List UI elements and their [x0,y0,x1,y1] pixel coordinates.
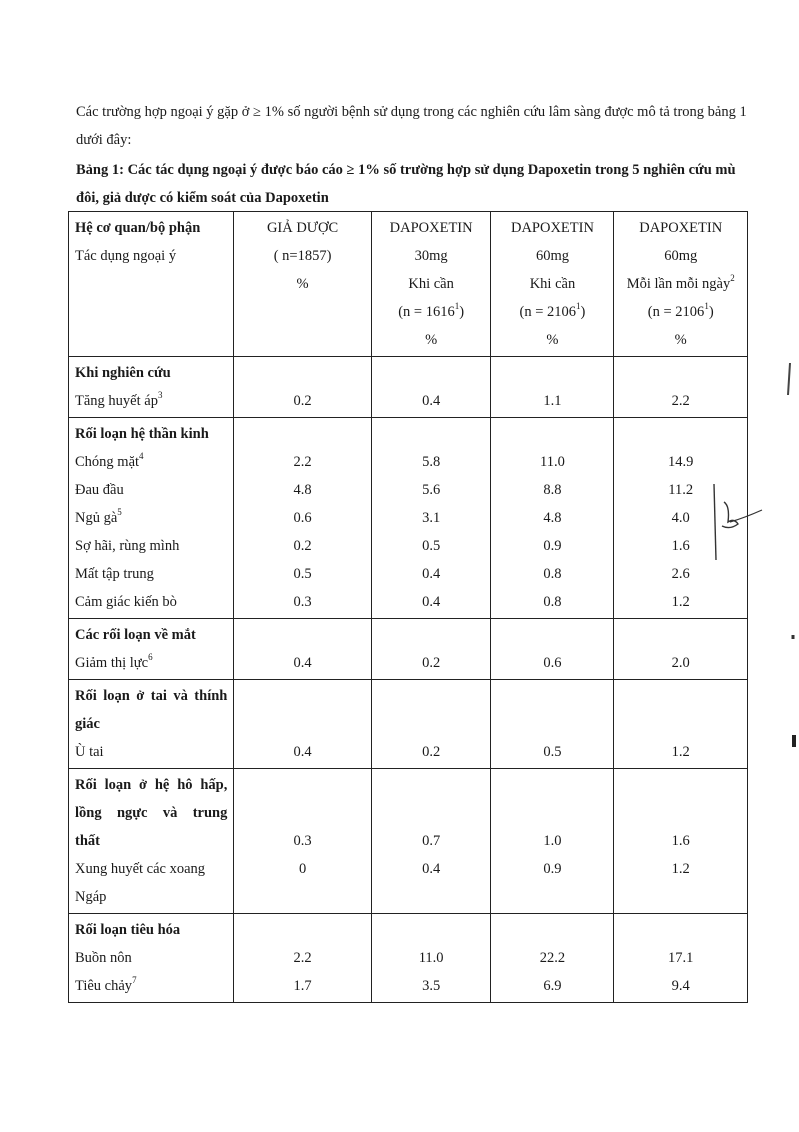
dd-values [614,769,748,914]
footnote-mark: 4 [139,451,144,462]
value-cell: 1.1 [543,393,562,409]
effect-text: Ngủ gà [75,510,118,526]
value-cell: 0.4 [293,744,312,760]
placebo-values [234,914,371,1003]
d60-values [491,418,614,619]
value-cell: 0.4 [422,594,441,610]
effect-label [75,504,227,532]
value-cell: 0.4 [422,861,441,877]
placebo-unit: % [296,276,309,292]
d60-values [491,619,614,680]
footnote-mark: 7 [132,975,137,986]
dd-name: DAPOXETIN [639,220,723,236]
value-cell: 0.3 [293,594,312,610]
dd-values [614,914,748,1003]
table-header-row [69,212,748,357]
value-cell: 0.6 [543,655,562,671]
effect-label: Sợ hãi, rùng mình [75,538,180,554]
d60-n-close: ) [580,304,586,320]
value-cell: 0.7 [422,833,441,849]
effect-label: Cảm giác kiến bò [75,594,177,610]
value-cell: 3.1 [422,510,441,526]
value-cell: 8.8 [543,482,562,498]
adverse-effects-table [68,211,748,1003]
value-cell: 1.2 [671,744,690,760]
dd-values [614,357,748,418]
scan-edge-marks-icon [784,355,799,755]
header-dapoxetine-30mg [371,212,491,357]
effect-text: Tiêu chảy [75,978,133,994]
d30-values [371,914,491,1003]
value-cell: 1.0 [543,833,562,849]
effect-text: Tăng huyết áp [75,393,158,409]
group-title: Các rối loạn về mắt [75,627,196,643]
effect-label: Ngáp [75,889,107,905]
table-row [69,418,748,619]
handwritten-mark-icon [700,478,770,568]
value-cell: 0.6 [293,510,312,526]
d30-unit: % [425,332,438,348]
value-cell: 1.6 [671,833,690,849]
d60-values [491,357,614,418]
value-cell: 0.8 [543,594,562,610]
d30-values [371,418,491,619]
value-cell: 22.2 [539,950,566,966]
dd-n [620,298,741,326]
value-cell: 0.9 [543,538,562,554]
effect-label: Buồn nôn [75,950,132,966]
group-cell [69,769,234,914]
header-organ-label: Hệ cơ quan/bộ phận [75,220,201,236]
footnote-mark: 3 [157,390,163,401]
d30-dose: 30mg [414,248,448,264]
value-cell: 0.8 [543,566,562,582]
d60-values [491,769,614,914]
placebo-values [234,619,371,680]
value-cell: 4.0 [671,510,690,526]
value-cell: 0.4 [422,393,441,409]
table-row [69,619,748,680]
value-cell: 4.8 [543,510,562,526]
d60-values [491,680,614,769]
placebo-title: GIẢ DƯỢC [266,220,339,236]
value-cell: 14.9 [668,454,694,470]
table-caption: Bảng 1: Các tác dụng ngoại ý được báo cáo ≥ 1% số trường hợp sử dụng Dapoxetin trong 5 nghiên cứu mù đôi, giả dược có kiểm soát của Dapoxetin [76,162,736,206]
value-cell: 0.2 [422,655,441,671]
value-cell: 0.4 [422,566,441,582]
dd-frequency [620,270,741,298]
footnote-mark: 6 [148,652,153,663]
dd-values [614,680,748,769]
group-title: Rối loạn ở hệ hô hấp, [75,777,228,793]
value-cell: 2.6 [671,566,690,582]
value-cell: 2.0 [671,655,690,671]
value-cell: 5.6 [422,482,441,498]
value-cell: 3.5 [422,978,441,994]
header-dapoxetine-60mg-daily [614,212,748,357]
group-title: Khi nghiên cứu [75,365,171,381]
d30-frequency: Khi cần [408,276,454,292]
header-effect-label: Tác dụng ngoại ý [75,248,177,264]
value-cell: 0.2 [293,393,312,409]
header-placebo [234,212,371,357]
group-title: thất [75,833,100,849]
value-cell: 2.2 [671,393,690,409]
placebo-values [234,680,371,769]
effect-label: Đau đầu [75,482,124,498]
effect-text: Chóng mặt [75,454,140,470]
placebo-values [234,769,371,914]
value-cell: 5.8 [422,454,441,470]
group-title: Rối loạn ở tai và thính [75,688,228,704]
d60-unit: % [546,332,559,348]
group-cell [69,680,234,769]
value-cell: 0.2 [422,744,441,760]
d30-values [371,357,491,418]
header-organ-system [69,212,234,357]
dd-n-footnote: 1 [704,301,709,312]
value-cell: 4.8 [293,482,312,498]
value-cell: 0.2 [293,538,312,554]
table-row [69,680,748,769]
effect-label: Xung huyết các xoang [75,861,206,877]
dd-values [614,619,748,680]
effect-label [75,387,227,415]
group-cell [69,914,234,1003]
d60-values [491,914,614,1003]
d60-n [497,298,607,326]
value-cell: 0.3 [293,833,312,849]
effect-label: Mất tập trung [75,566,154,582]
d60-n-text: (n = 2106 [519,304,577,320]
group-title: giác [75,716,100,732]
value-cell: 9.4 [671,978,690,994]
group-cell [69,619,234,680]
value-cell: 0.5 [293,566,312,582]
d60-dose: 60mg [535,248,569,264]
group-cell [69,418,234,619]
value-cell: 17.1 [668,950,694,966]
d30-values [371,619,491,680]
value-cell: 2.2 [293,950,312,966]
d30-name: DAPOXETIN [389,220,473,236]
group-title: Rối loạn hệ thần kinh [75,426,209,442]
d30-n-close: ) [459,304,465,320]
value-cell: 2.2 [293,454,312,470]
d60-name: DAPOXETIN [510,220,594,236]
placebo-values [234,357,371,418]
value-cell: 11.2 [668,482,694,498]
value-cell: 1.7 [293,978,312,994]
d30-n-text: (n = 1616 [398,304,455,320]
dd-dose: 60mg [664,248,698,264]
table-row [69,357,748,418]
effect-label [75,972,227,1000]
value-cell: 0.9 [543,861,562,877]
placebo-n: ( n=1857) [273,248,332,264]
d30-values [371,680,491,769]
value-cell: 11.0 [418,950,444,966]
value-cell: 0 [298,861,307,877]
value-cell: 1.2 [671,861,690,877]
dd-frequency-text: Mỗi lần mỗi ngày [626,276,731,292]
d30-n [378,298,485,326]
table-row [69,769,748,914]
value-cell: 1.2 [671,594,690,610]
effect-label: Ù tai [75,744,104,760]
value-cell: 0.5 [422,538,441,554]
value-cell: 1.6 [671,538,690,554]
value-cell: 0.4 [293,655,312,671]
placebo-values [234,418,371,619]
table-row [69,914,748,1003]
effect-label [75,649,227,677]
footnote-mark: 5 [117,507,122,518]
value-cell: 0.5 [543,744,562,760]
group-title: lồng ngực và trung [75,805,228,821]
value-cell: 6.9 [543,978,562,994]
effect-label [75,448,227,476]
value-cell: 11.0 [540,454,565,470]
dd-frequency-footnote: 2 [730,273,735,284]
d30-values [371,769,491,914]
intro-paragraph: Các trường hợp ngoại ý gặp ở ≥ 1% số người bệnh sử dụng trong các nghiên cứu lâm sàng được mô tả trong bảng 1 dưới đây: [76,104,747,148]
header-dapoxetine-60mg [491,212,614,357]
dd-unit: % [674,332,687,348]
dd-n-text: (n = 2106 [647,304,705,320]
dd-n-close: ) [708,304,714,320]
effect-text: Giảm thị lực [75,655,149,671]
group-title: Rối loạn tiêu hóa [75,922,181,938]
d60-n-footnote: 1 [576,301,581,312]
group-cell [69,357,234,418]
d30-n-footnote: 1 [454,301,460,312]
d60-frequency: Khi cần [529,276,576,292]
